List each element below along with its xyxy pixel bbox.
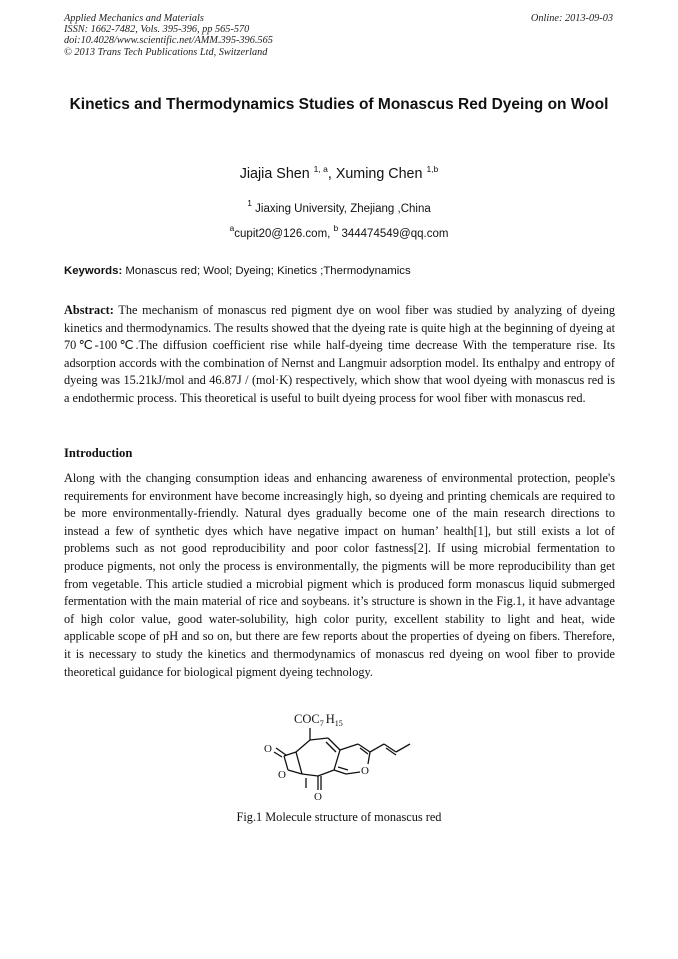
abstract-text: The mechanism of monascus red pigment dye on wool fiber was studied by analyzing of dyeing kinetics and thermodynamics. The results showed that the dyeing rate is quite high at the beginning of dyeing at 70℃-100℃.The diffusion coefficient rise while half-dyeing time decrease With the temperature rise. Its adsorption accords with the combination of Nernst and Langmuir adsorption model. Its enthalpy and entropy of dyeing was 15.21kJ/mol and 46.87J / (mol·K) respectively, which show that wool dyeing with monascus red is a endothermic process. This theoretical is useful to built dyeing process for wool fiber with monascus red.: [64, 303, 615, 405]
figure-caption: Fig.1 Molecule structure of monascus red: [236, 810, 442, 824]
email-line: [0, 223, 678, 240]
email-superscript: b: [333, 223, 339, 233]
journal-header: [64, 13, 273, 58]
abstract-label: Abstract:: [64, 303, 114, 317]
section-heading: Introduction: [64, 446, 133, 460]
author-line: [0, 166, 678, 182]
abstract: [64, 302, 615, 408]
substituent-label: $COC_7$ $H_{15}$: [294, 712, 343, 728]
issn-line: ISSN: 1662-7482, Vols. 395-396, pp 565-570: [64, 24, 250, 36]
doi-line: doi:10.4028/www.scientific.net/AMM.395-396.565: [64, 35, 273, 47]
author-superscript: 1,b: [426, 164, 439, 174]
copyright-line: © 2013 Trans Tech Publications Ltd, Switzerland: [64, 46, 268, 58]
keywords-label: Keywords:: [64, 265, 123, 277]
author-superscript: 1, a: [313, 164, 328, 174]
molecule-bonds: [274, 728, 410, 790]
email-link[interactable]: cupit20@126.com,: [234, 228, 334, 240]
affiliation-superscript: 1: [247, 198, 252, 208]
author-name: Xuming Chen: [335, 166, 423, 182]
molecule-structure-figure: [262, 708, 432, 800]
oxygen-atom-label: O: [278, 769, 286, 781]
affiliation: [0, 198, 678, 215]
author-name: Jiajia Shen: [239, 166, 310, 182]
journal-name: Applied Mechanics and Materials: [64, 13, 204, 24]
online-date: Online: 2013-09-03: [530, 13, 613, 24]
keywords: [64, 265, 616, 277]
keywords-text: Monascus red; Wool; Dyeing; Kinetics ;Thermodynamics: [122, 265, 411, 277]
introduction-text: Along with the changing consumption ideas and enhancing awareness of environmental protection, people's requirements for environment have become increasingly high, so dyeing and printing chemicals are required to be more environmentally-friendly. Natural dyes gradually become one of the main research directions to instead a few of synthetic dyes which have negative impact on human’ health[1], but still exists a lot of problems such as not good reproducibility and poor color fastness[2]. If using microbial fermentation to produce pigments, not only the process is environmentally, the pigments will be more reproducibility than get from vegetable. This article studied a microbial pigment which is produced form monascus liquid submerged fermentation with the main material of rice and soybeans. it’s structure is shown in the Fig.1, it have advantage of high color value, good water-solubility, high color purity, excellent stability to light and heat, wide applicable scope of pH and so on, but there are few reports about the properties of dyeing on fibers. Therefore, it is necessary to study the kinetics and thermodynamics of monascus red dyeing on wool fiber to provide theoretical guidance for biological pigment dyeing technology.: [64, 471, 615, 679]
author-separator: ,: [327, 166, 336, 182]
oxygen-atom-label: O: [314, 791, 322, 800]
oxygen-atom-label: O: [264, 743, 272, 755]
affiliation-text: Jiaxing University, Zhejiang ,China: [251, 203, 431, 215]
oxygen-atom-label: O: [361, 765, 369, 777]
email-superscript: a: [229, 223, 235, 233]
email-link[interactable]: 344474549@qq.com: [338, 228, 449, 240]
paper-title: Kinetics and Thermodynamics Studies of Monascus Red Dyeing on Wool: [69, 96, 609, 113]
